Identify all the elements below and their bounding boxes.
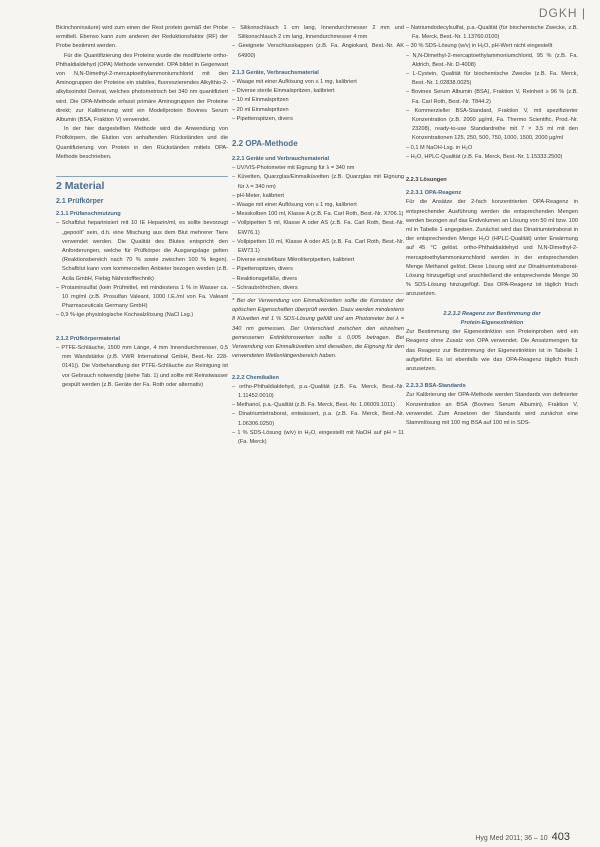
list-item: – Waage mit einer Auflösung von ≤ 1 mg, kalibriert (232, 78, 404, 87)
list-item: – PTFE-Schläuche, 1500 mm Länge, 4 mm Innendurchmesser, 0,5 mm Wandstärke (z.B. VWR International GmbH, Best.-Nr. 228-0141)). Die Vorbehandlung der PTFE-Schläuche zur Reinigung ist vor Gebrauch notwendig (siehe Tab. 1) und sollte mit Reinstwasser gespült werden (z.B. Geräte der Fa. Roth oder alternativ) (56, 344, 228, 390)
list-item: – Messkolben 100 ml, Klasse A (z.B. Fa. Carl Roth, Best.-Nr. X706.1) (232, 210, 404, 219)
list-item: – Schafblut heparinisiert mit 10 IE Heparin/ml, es sollte bevorzugt „gepoolt" sein, d.h. eine Mischung aus dem Blut mehrerer Tiere verwendet werden. Die Qualität des Blutes entspricht den Anforderungen, welche für Prüfkörper die Ausgangslage gelten (Reaktionsbereich nach 70 % sowie zwischen 100 % liegen). Schafblut kann vom kommerziellen Anbieter bezogen werden (z.B. Acila GmbH, Fiebig Nährstofftechnik) (56, 219, 228, 283)
list-item: – Reaktionsgefäße, divers (232, 275, 404, 284)
list-item: – N,N-Dimethyl-2-mercaptoethylammoniumchlorid, 95 % (z.B. Fa. Aldrich, Best.-Nr. D-4008) (406, 52, 578, 70)
subsubsection-heading: 2.2.3.3 BSA-Standards (406, 383, 466, 390)
paragraph: Bicinchoninsäure) wird zum einen der Rest protein gemäß der Probe ermittelt. Ebenso kann zum anderen der Reduktionsfaktor (RF) der Probe bestimmt werden. (56, 25, 228, 50)
paragraph: Für die Ansätze der 2-fach konzentrierten OPA-Reagenz in entsprechender Ausführung werden die entsprechenden Mengen werden bezogen auf das Endvolumen an Lösung von 50 ml bzw. 100 ml in Tabelle 1 angegeben. Zunächst wird das Dinatriumtetraborat in der entsprechenden Menge H₂O (HPLC-Qualität) unter Erwärmung auf 45 °C gelöst. ortho-Phthaldialdehyd und N,N-Dimethyl-2-mercaptoethylammoniumchlorid werden in der entsprechenden Menge Methanol gelöst. Diese Lösung wird zur Dinatriumtetraborat-Lösung hinzugefügt und anschließend die entsprechende Menge 30 % SDS-Lösung hinzugefügt. Das OPA-Reagenz ist täglich frisch anzusetzen. (406, 199, 578, 298)
list-item: – 0,1 M NaOH-Lsg. in H₂O (406, 144, 578, 153)
bullet-list (232, 383, 404, 447)
subsubsection-heading: 2.2.3.2 Reagenz zur Bestimmung der (443, 310, 541, 317)
section-heading-opa: 2.2 OPA-Methode (232, 139, 298, 149)
list-item: – Waage mit einer Auflösung von ≤ 1 mg, kalibriert (232, 201, 404, 210)
footnote: * Bei der Verwendung von Einmalküvetten sollte die Konstanz der optischen Eigenschaften überprüft werden. Dazu werden mindestens 8 Küvetten mit 1 % SDS-Lösung gefüllt und am Photometer bei λ = 340 nm gemessen. Der Unterschied zwischen den einzelnen gemessenen Extinktionswerten sollte ≤ 0,005 betragen. Bei Verwendung von Einmalküvetten sind dieselben, die Eignung für den verwendeten Wellenlängenbereich haben. (232, 293, 404, 361)
list-item: – 20 ml Einmalspritzen (232, 106, 404, 115)
paragraph: Für die Quantifizierung des Proteins wurde die modifizierte ortho-Phthaldialdehyd (OPA) Methode verwendet. OPA bildet in Gegenwart von N,N-Dimethyl-2-mercaptoethylammoniumchlorid mit den Aminogruppen der Proteine ein stabiles, fluoreszierendes Alkylthio-2-alkylisoindol Derivat, welches photometrisch bei 340 nm quantifiziert wird. Die OPA-Methode erfasst primäre Aminogruppen der Proteine direkt; zur Kalibrierung wird ein Modellprotein Bovines Serum Albumin (BSA, Fraktion V) verwendet. (56, 52, 228, 124)
journal-reference: Hyg Med 2011; 36 – 10 (475, 835, 548, 842)
section-heading-material: 2 Material (56, 176, 228, 192)
list-item: – Pipettenspitzen, divers (232, 265, 404, 274)
subsubsection-heading: 2.2.1 Geräte und Verbrauchsmaterial (232, 156, 330, 163)
list-item: – Bovines Serum Albumin (BSA), Fraktion V, Reinheit ≥ 96 % (z.B. Fa. Carl Roth, Best.-Nr. T844.2) (406, 88, 578, 106)
list-item: – Diverse einstellbare Mikroliterpipetten, kalibriert (232, 256, 404, 265)
list-item: – Vollpipetten 10 ml, Klasse A oder AS (z.B. Fa. Carl Roth, Best.-Nr. EW73.1) (232, 238, 404, 256)
list-item: – UV/VIS-Photometer mit Eignung für λ = 340 nm (232, 164, 404, 173)
subsubsection-heading: 2.1.1 Prüfanschmutzung (56, 211, 121, 218)
list-item: – 1 % SDS-Lösung (w/v) in H₂O, eingestellt mit NaOH auf pH ≈ 11 (Fa. Merck) (232, 429, 404, 447)
list-item: – pH-Meter, kalibriert (232, 192, 404, 201)
list-item: – Schraubröhrchen, divers (232, 284, 404, 293)
subsubsection-heading: 2.2.3.1 OPA-Reagenz (406, 190, 462, 197)
column-3 (406, 24, 578, 428)
bullet-list (232, 78, 404, 124)
paragraph: Zur Kalibrierung der OPA-Methode werden Standards von definierter Konzentration an BSA (Bovines Serum Albumin), Fraktion V, verwendet. Zum Ansetzen der Standards wird zunächst eine Stammlösung mit 100 mg BSA auf 100 ml in SDS- (406, 392, 578, 426)
list-item: – Pipettenspitzen, divers (232, 115, 404, 124)
list-item: – L-Cystein, Qualität für biochemische Zwecke (z.B. Fa. Merck, Best.-Nr. 1.02838.0025) (406, 70, 578, 88)
list-item: – Küvetten, Quarzglas/Einmalküvetten (z.B. Quarzglas mit Eignung für λ = 340 nm) (232, 173, 404, 191)
bullet-list (56, 219, 228, 320)
paragraph: In der hier dargestellten Methode wird die Anwendung von Prüfkörpern, die Elution von anhaftenden Rückständen und die Quantifizierung von Protein in den Rückständen mittels OPA-Methode beschrieben. (56, 126, 228, 160)
list-item: – 30 % SDS-Lösung (w/v) in H₂O, pH-Wert nicht eingestellt (406, 42, 578, 51)
page-number: 403 (551, 831, 570, 843)
list-item: – Natriumdodecylsulfat, p.a.-Qualität (für biochemische Zwecke, z.B. Fa. Merck, Best.-Nr. 1.13760.0100) (406, 24, 578, 42)
paragraph: Zur Bestimmung der Eigenextinktion von Proteinproben wird ein Reagenz ohne Zusatz von OPA verwendet. Die Ansatzmengen für das Reagenz zur Bestimmung der Eigenextinktion ist in Tabelle 1 aufgeführt. Es ist ebenfalls wie das OPA-Reagenz täglich frisch anzusetzen. (406, 329, 578, 372)
bullet-list (232, 164, 404, 293)
list-item: – H₂O, HPLC-Qualität (z.B. Fa. Merck, Best.-Nr. 1.15333.2500) (406, 153, 578, 162)
subsubsection-heading: 2.1.3 Geräte, Verbrauchsmaterial (232, 69, 319, 76)
subsubsection-heading: 2.1.2 Prüfkörpermaterial (56, 335, 121, 342)
subsection-heading: 2.1 Prüfkörper (56, 198, 104, 206)
subsubsection-heading: 2.2.2 Chemikalien (232, 374, 279, 381)
bullet-list (56, 344, 228, 390)
list-item: – Dinatriumtetraborat, entwässert, p.a. (z.B. Fa. Merck, Best.-Nr. 1.06306.0250) (232, 410, 404, 428)
list-item: – 10 ml Einmalspritzen (232, 96, 404, 105)
list-item: – Methanol, p.a.-Qualität (z.B. Fa. Merck, Best.-Nr. 1.06009.1011) (232, 401, 404, 410)
list-item: – Silikonschlauch 1 cm lang, Innendurchmesser 2 mm und Silikonschlauch 2 cm lang, Innendurchmesser 4 mm (232, 24, 404, 42)
dgkh-logo: DGKH | (538, 6, 586, 20)
subsubsection-heading-cont: Protein-Eigenextinktion (460, 319, 524, 326)
list-item: – Protaminsulfat (kein Prüfmittel, mit mindestens 1 % in Wasser ca. 10 mg/ml (z.B. Prosulfan Valeant, 1000 I.E./ml von Fa. Valeant Pharmaceuticals Germany GmbH) (56, 284, 228, 312)
column-1 (56, 24, 228, 390)
page-footer (475, 831, 570, 843)
list-item: – Geeignete Verschlusskappen (z.B. Fa. Angiokard, Best.-Nr. AK 64900) (232, 42, 404, 60)
list-item: – ortho-Phthaldialdehyd, p.a.-Qualität (z.B. Fa. Merck, Best.-Nr. 1.11452.0010) (232, 383, 404, 401)
list-item: – Kommerzieller BSA-Standard, Fraktion V, mit spezifizierter Konzentration (z.B. 2000 µg/ml, Fa. Thermo Scientific, Prod.-Nr. 23208), ready-to-use Standardreihe mit 7 × 3,5 ml mit den Konzentrationen 125, 250, 500, 750, 1000, 1500, 2000 µg/ml (406, 107, 578, 144)
subsubsection-heading: 2.2.3 Lösungen (406, 177, 447, 184)
list-item: – 0,9 %-ige physiologische Kochsalzlösung (NaCl Lsg.) (56, 311, 228, 320)
list-item: – Vollpipetten 5 ml, Klasse A oder AS (z.B. Fa. Carl Roth, Best.-Nr. EW76.1) (232, 219, 404, 237)
bullet-list (232, 24, 404, 61)
list-item: – Diverse sterile Einmalspritzen, kalibriert (232, 87, 404, 96)
bullet-list (406, 24, 578, 162)
column-2 (232, 24, 404, 447)
